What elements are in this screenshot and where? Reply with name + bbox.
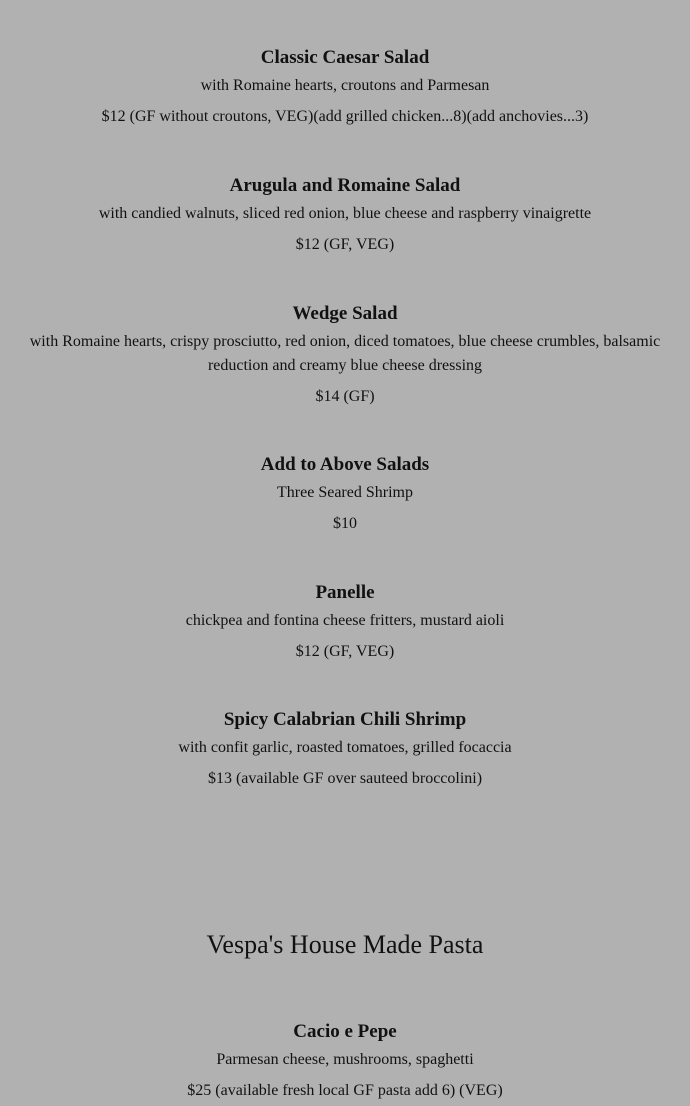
- item-description: with confit garlic, roasted tomatoes, grilled focaccia: [178, 739, 512, 756]
- item-description: with Romaine hearts, croutons and Parmesan: [200, 77, 490, 94]
- item-name: Spicy Calabrian Chili Shrimp: [223, 709, 467, 730]
- item-price: $12 (GF, VEG): [295, 643, 395, 660]
- section-title: Vespa's House Made Pasta: [206, 930, 484, 959]
- item-description: chickpea and fontina cheese fritters, mustard aioli: [185, 612, 505, 629]
- menu-item-calabrian-shrimp: [0, 708, 690, 791]
- item-name: Panelle: [315, 582, 375, 603]
- menu-item-caesar-salad: [0, 46, 690, 129]
- item-price: $12 (GF without croutons, VEG)(add grilled chicken...8)(add anchovies...3): [101, 108, 589, 125]
- menu-item-arugula-salad: [0, 174, 690, 257]
- item-description: Parmesan cheese, mushrooms, spaghetti: [216, 1051, 474, 1068]
- item-description: Three Seared Shrimp: [277, 484, 413, 501]
- item-name: Add to Above Salads: [260, 454, 430, 475]
- item-price: $25 (available fresh local GF pasta add 6) (VEG): [187, 1082, 503, 1099]
- item-price: $10: [333, 515, 357, 532]
- menu-item-cacio-e-pepe: [0, 1020, 690, 1103]
- item-price: $14 (GF): [315, 388, 375, 405]
- item-price: $12 (GF, VEG): [295, 236, 395, 253]
- menu-item-panelle: [0, 581, 690, 664]
- item-name: Arugula and Romaine Salad: [229, 175, 461, 196]
- item-price: $13 (available GF over sauteed broccolini): [207, 770, 483, 787]
- menu-item-wedge-salad: [0, 302, 690, 409]
- menu-item-add-to-salads: [0, 453, 690, 536]
- item-description: with candied walnuts, sliced red onion, blue cheese and raspberry vinaigrette: [98, 205, 592, 222]
- item-name: Classic Caesar Salad: [260, 47, 430, 68]
- item-name: Wedge Salad: [292, 303, 398, 324]
- item-name: Cacio e Pepe: [293, 1021, 397, 1042]
- item-description: with Romaine hearts, crispy prosciutto, red onion, diced tomatoes, blue cheese crumbles, balsamic reduction and creamy blue cheese dressing: [29, 333, 661, 374]
